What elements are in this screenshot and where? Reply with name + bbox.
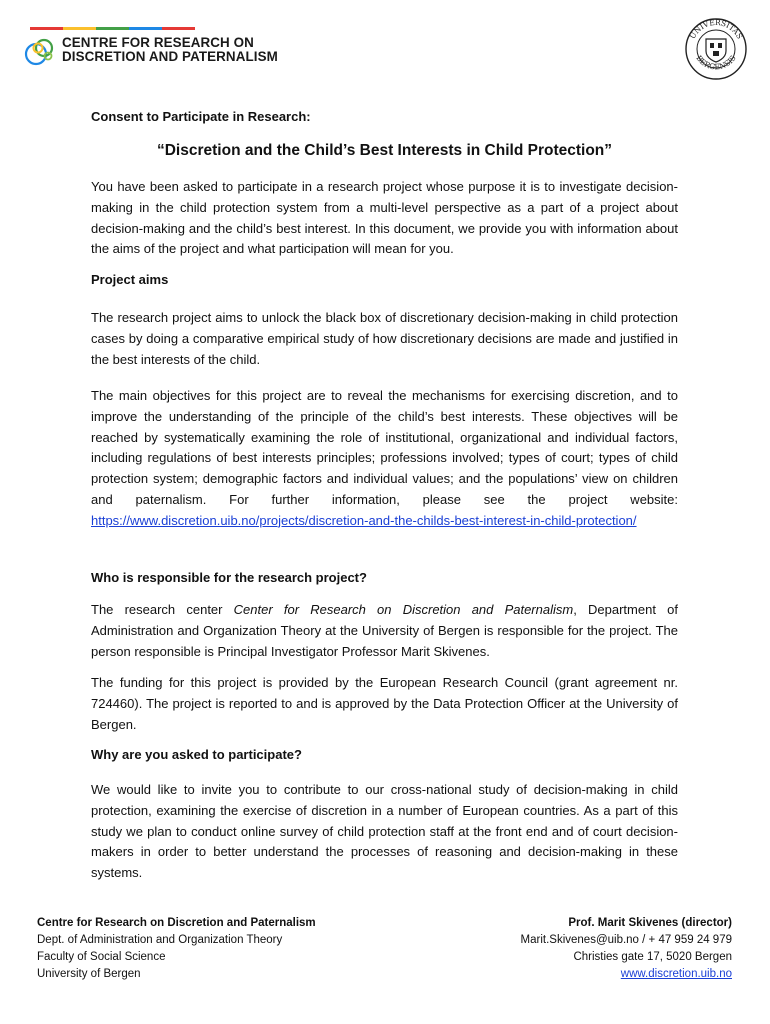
svg-text:BERGENSIS: BERGENSIS: [694, 53, 738, 72]
logo-line-1: CENTRE FOR RESEARCH ON: [62, 35, 254, 50]
document-title: “Discretion and the Child’s Best Interests in Child Protection”: [156, 142, 613, 159]
responsible-heading: Who is responsible for the research project?: [91, 570, 367, 585]
footer-left: [37, 915, 316, 983]
project-website-link[interactable]: https://www.discretion.uib.no/projects/discretion-and-the-childs-best-interest-in-child-protection/: [91, 512, 637, 528]
university-seal-icon: [684, 17, 748, 81]
footer-right-line1: Marit.Skivenes@uib.no / + 47 959 24 979: [520, 934, 732, 946]
resp-text-b: , Department of Administration and Organization Theory at the University of Bergen is responsible for the project. The person responsible is Principal Investigator Professor Marit Skivenes.: [91, 602, 678, 659]
why-heading: Why are you asked to participate?: [91, 747, 302, 762]
footer-left-line1: Dept. of Administration and Organization Theory: [37, 934, 283, 946]
header-color-bar: [30, 27, 195, 30]
footer-right: [521, 915, 732, 983]
footer-right-line2: Christies gate 17, 5020 Bergen: [573, 951, 732, 963]
footer-left-line2: Faculty of Social Science: [37, 951, 166, 963]
footer-left-line3: University of Bergen: [37, 968, 141, 980]
responsible-paragraph-2: The funding for this project is provided by the European Research Council (grant agreement nr. 724460). The project is reported to and is approved by the Data Protection Officer at the University of Bergen.: [91, 675, 678, 732]
responsible-paragraph-1: [91, 600, 678, 662]
aims-paragraph-1: The research project aims to unlock the black box of discretionary decision-making in child protection cases by doing a comparative empirical study of how discretionary decisions are made and justified in the best interests of the child.: [91, 310, 678, 367]
aims-paragraph-2: [91, 386, 678, 532]
consent-label: Consent to Participate in Research:: [91, 109, 311, 124]
logo-line-2: DISCRETION AND PATERNALISM: [62, 49, 278, 64]
svg-text:UNIVERSITAS: UNIVERSITAS: [687, 17, 745, 41]
research-center-name: Center for Research on Discretion and Paternalism: [233, 602, 574, 617]
why-paragraph: We would like to invite you to contribute to our cross-national study of decision-making in child protection, examining the exercise of discretion in a number of European countries. As a part of this study we plan to conduct online survey of child protection staff at the front end and of court decision-makers in order to better understand the processes of reasoning and decision-making in these systems.: [91, 782, 678, 881]
centre-logo-text: [62, 36, 278, 64]
resp-text-a: The research center: [91, 602, 223, 617]
footer-website-link[interactable]: www.discretion.uib.no: [620, 968, 732, 980]
footer-right-title: Prof. Marit Skivenes (director): [568, 917, 732, 929]
aims-heading: Project aims: [91, 272, 169, 287]
footer-left-title: Centre for Research on Discretion and Paternalism: [37, 917, 316, 929]
intro-paragraph: You have been asked to participate in a research project whose purpose it is to investigate decision-making in the child protection system from a multi-level perspective as a part of a project about decision-making and the child’s best interest. In this document, we provide you with information about the aims of the project and what participation will mean for you.: [91, 179, 678, 257]
aims-paragraph-2-text: The main objectives for this project are to reveal the mechanisms for exercising discretion, and to improve the understanding of the principle of the child’s best interests. These objectives will be reached by systematically examining the role of institutional, organizational and individual factors, including regulations of best interests principles; professions involved; types of court; types of child protection system; demographic factors and individual values; and the populations’ view on children and paternalism. For further information, please see the project website:: [91, 388, 678, 507]
